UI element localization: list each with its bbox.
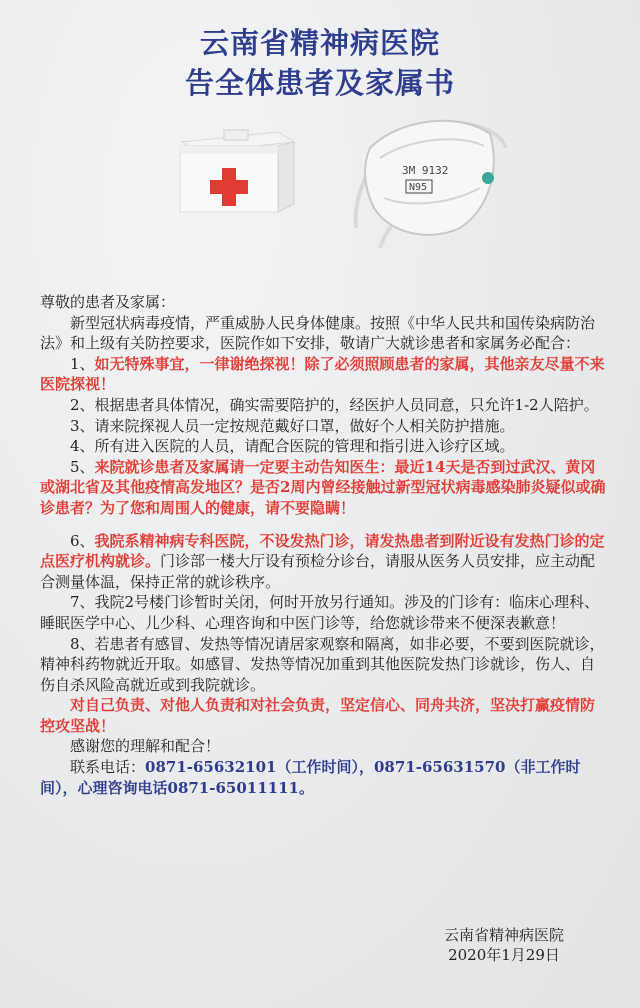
contact-label: 联系电话： xyxy=(70,758,146,777)
title-line-2: 告全体患者及家属书 xyxy=(184,66,455,100)
letter-body xyxy=(40,292,608,798)
n95-mask-icon xyxy=(350,108,510,258)
item-8: 8、若患者有感冒、发热等情况请居家观察和隔离，如非必要，不要到医院就诊，精神科药物就近开取。如感冒、发热等情况加重到其他医院发热门诊就诊，伤人、自伤自杀风险高就近或到我院就诊。 xyxy=(40,634,605,694)
appeal-paragraph: 对自己负责、对他人负责和对社会负责，坚定信心、同舟共济，坚决打赢疫情防控攻坚战！ xyxy=(40,696,596,735)
item-6-text: 门诊部一楼大厅设有预检分诊台，请服从医务人员安排，应主动配合测量体温，保持正常的就诊秩序。 xyxy=(40,552,596,591)
item-2: 2、根据患者具体情况，确实需要陪护的，经医护人员同意，只允许1-2人陪护。 xyxy=(70,395,599,414)
item-1-number: 1、 xyxy=(70,354,95,373)
intro-paragraph: 新型冠状病毒疫情，严重威胁人民身体健康。按照《中华人民共和国传染病防治法》和上级有关防控要求，医院作如下安排，敬请广大就诊患者和家属务必配合： xyxy=(40,313,596,353)
item-5-number: 5、 xyxy=(70,457,95,476)
item-4: 4、所有进入医院的人员，请配合医院的管理和指引进入诊疗区域。 xyxy=(70,437,515,456)
item-7: 7、我院2号楼门诊暂时关闭，何时开放另行通知。涉及的门诊有：临床心理科、睡眠医学中心、儿少科、心理咨询和中医门诊等，给您就诊带来不便深表歉意！ xyxy=(40,593,600,632)
item-5-text: 来院就诊患者及家属请一定要主动告知医生：最近14天是否到过武汉、黄冈或湖北省及其他疫情高发地区？是否2周内曾经接触过新型冠状病毒感染肺炎疑似或确诊患者？为了您和周围人的健康，请不要隐瞒！ xyxy=(40,457,606,517)
contact-phones: 0871-65632101（工作时间），0871-65631570（非工作时间），心理咨询电话0871-65011111。 xyxy=(40,758,581,797)
signature-org: 云南省精神病医院 xyxy=(443,926,564,944)
contact-info xyxy=(40,757,608,798)
signature-date: 2020年1月29日 xyxy=(448,946,560,964)
item-6-emphasis: 我院系精神病专科医院，不设发热门诊，请发热患者到附近设有发热门诊的定点医疗机构就诊。 xyxy=(40,531,605,571)
title-line-1: 云南省精神病医院 xyxy=(199,26,440,60)
item-5 xyxy=(40,457,608,519)
item-1-text: 如无特殊事宜，一律谢绝探视！除了必须照顾患者的家属，其他亲友尽量不来医院探视！ xyxy=(40,354,605,394)
item-6 xyxy=(40,531,608,593)
item-6-number: 6、 xyxy=(70,531,95,550)
item-3: 3、请来院探视人员一定按规范戴好口罩，做好个人相关防护措施。 xyxy=(70,416,515,435)
mask-model-text: 3M 9132 xyxy=(402,164,449,177)
thanks-line: 感谢您的理解和配合！ xyxy=(70,737,221,756)
mask-rating-text: N95 xyxy=(409,182,428,193)
first-aid-kit-icon xyxy=(178,128,296,214)
salutation: 尊敬的患者及家属： xyxy=(40,293,176,311)
item-1 xyxy=(40,354,608,395)
signature-block xyxy=(444,925,564,965)
